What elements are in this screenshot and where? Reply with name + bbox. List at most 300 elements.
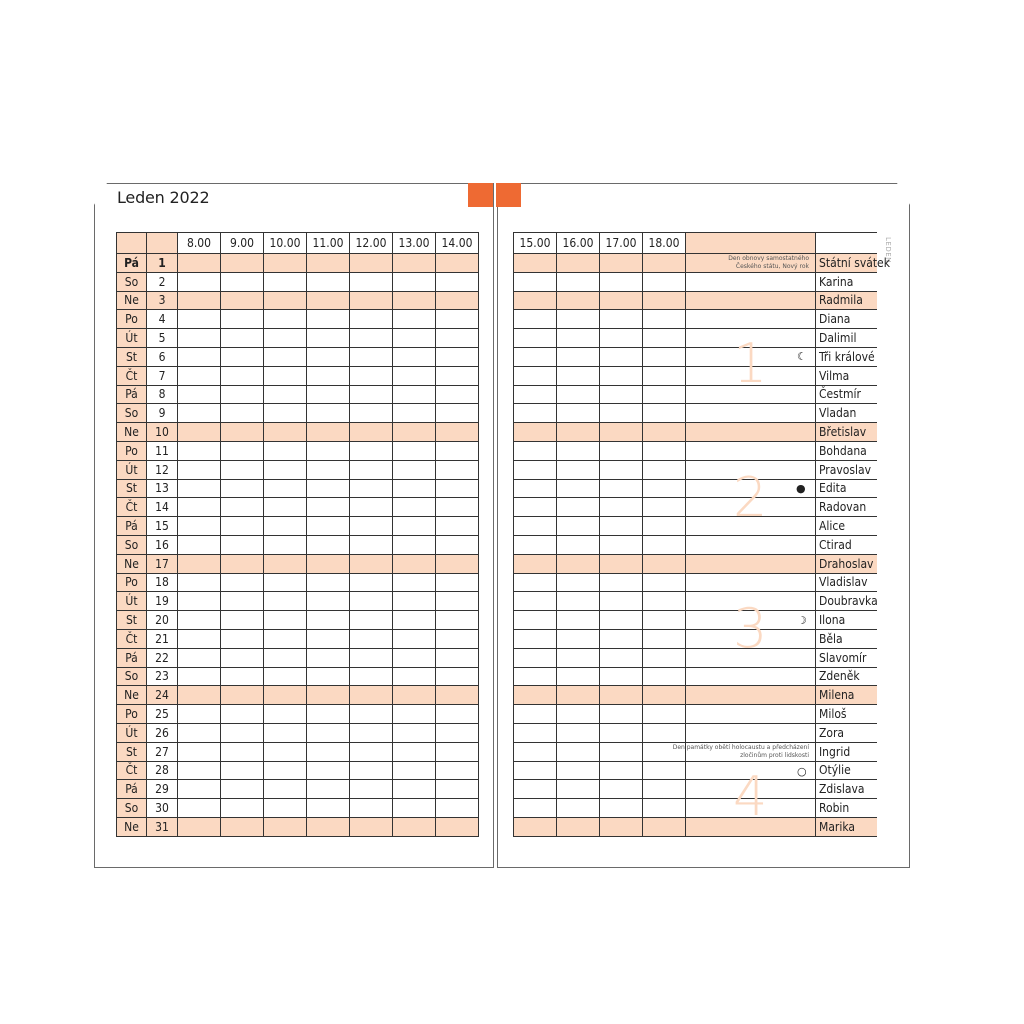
time-slot[interactable] bbox=[436, 329, 479, 348]
time-slot[interactable] bbox=[350, 686, 393, 705]
time-slot[interactable] bbox=[178, 668, 221, 687]
time-slot[interactable] bbox=[350, 630, 393, 649]
time-slot[interactable] bbox=[307, 329, 350, 348]
time-slot[interactable] bbox=[393, 705, 436, 724]
time-slot[interactable] bbox=[643, 762, 686, 781]
time-slot[interactable] bbox=[393, 367, 436, 386]
time-slot[interactable] bbox=[643, 517, 686, 536]
time-slot[interactable] bbox=[350, 329, 393, 348]
time-slot[interactable] bbox=[557, 254, 600, 273]
time-slot[interactable] bbox=[557, 724, 600, 743]
time-slot[interactable] bbox=[307, 592, 350, 611]
notes-cell[interactable] bbox=[686, 686, 816, 705]
time-slot[interactable] bbox=[600, 404, 643, 423]
time-slot[interactable] bbox=[350, 536, 393, 555]
time-slot[interactable] bbox=[600, 461, 643, 480]
time-slot[interactable] bbox=[643, 329, 686, 348]
time-slot[interactable] bbox=[350, 574, 393, 593]
time-slot[interactable] bbox=[221, 818, 264, 837]
time-slot[interactable] bbox=[436, 630, 479, 649]
time-slot[interactable] bbox=[350, 555, 393, 574]
time-slot[interactable] bbox=[264, 724, 307, 743]
time-slot[interactable] bbox=[436, 310, 479, 329]
time-slot[interactable] bbox=[643, 404, 686, 423]
time-slot[interactable] bbox=[393, 536, 436, 555]
time-slot[interactable] bbox=[643, 686, 686, 705]
time-slot[interactable] bbox=[221, 498, 264, 517]
time-slot[interactable] bbox=[436, 423, 479, 442]
time-slot[interactable] bbox=[514, 649, 557, 668]
time-slot[interactable] bbox=[307, 724, 350, 743]
time-slot[interactable] bbox=[393, 555, 436, 574]
time-slot[interactable] bbox=[514, 329, 557, 348]
time-slot[interactable] bbox=[514, 630, 557, 649]
time-slot[interactable] bbox=[393, 668, 436, 687]
time-slot[interactable] bbox=[178, 780, 221, 799]
time-slot[interactable] bbox=[436, 686, 479, 705]
time-slot[interactable] bbox=[393, 386, 436, 405]
time-slot[interactable] bbox=[600, 442, 643, 461]
time-slot[interactable] bbox=[436, 611, 479, 630]
time-slot[interactable] bbox=[436, 799, 479, 818]
time-slot[interactable] bbox=[643, 386, 686, 405]
time-slot[interactable] bbox=[393, 329, 436, 348]
time-slot[interactable] bbox=[350, 461, 393, 480]
time-slot[interactable] bbox=[307, 310, 350, 329]
time-slot[interactable] bbox=[514, 386, 557, 405]
time-slot[interactable] bbox=[514, 254, 557, 273]
time-slot[interactable] bbox=[307, 254, 350, 273]
time-slot[interactable] bbox=[221, 348, 264, 367]
time-slot[interactable] bbox=[350, 292, 393, 311]
notes-cell[interactable] bbox=[686, 668, 816, 687]
time-slot[interactable] bbox=[178, 592, 221, 611]
time-slot[interactable] bbox=[264, 442, 307, 461]
time-slot[interactable] bbox=[557, 743, 600, 762]
time-slot[interactable] bbox=[178, 649, 221, 668]
time-slot[interactable] bbox=[643, 461, 686, 480]
time-slot[interactable] bbox=[436, 461, 479, 480]
time-slot[interactable] bbox=[514, 461, 557, 480]
time-slot[interactable] bbox=[436, 254, 479, 273]
time-slot[interactable] bbox=[307, 762, 350, 781]
time-slot[interactable] bbox=[393, 517, 436, 536]
time-slot[interactable] bbox=[350, 348, 393, 367]
time-slot[interactable] bbox=[350, 762, 393, 781]
time-slot[interactable] bbox=[178, 404, 221, 423]
notes-cell[interactable] bbox=[686, 423, 816, 442]
time-slot[interactable] bbox=[643, 423, 686, 442]
notes-cell[interactable] bbox=[686, 724, 816, 743]
time-slot[interactable] bbox=[350, 818, 393, 837]
time-slot[interactable] bbox=[436, 555, 479, 574]
time-slot[interactable] bbox=[643, 442, 686, 461]
time-slot[interactable] bbox=[178, 498, 221, 517]
time-slot[interactable] bbox=[436, 292, 479, 311]
time-slot[interactable] bbox=[436, 762, 479, 781]
time-slot[interactable] bbox=[557, 705, 600, 724]
time-slot[interactable] bbox=[221, 686, 264, 705]
time-slot[interactable] bbox=[643, 592, 686, 611]
time-slot[interactable] bbox=[264, 668, 307, 687]
time-slot[interactable] bbox=[307, 498, 350, 517]
time-slot[interactable] bbox=[393, 611, 436, 630]
time-slot[interactable] bbox=[221, 555, 264, 574]
notes-cell[interactable] bbox=[686, 404, 816, 423]
time-slot[interactable] bbox=[600, 536, 643, 555]
time-slot[interactable] bbox=[307, 780, 350, 799]
time-slot[interactable] bbox=[264, 705, 307, 724]
time-slot[interactable] bbox=[393, 461, 436, 480]
time-slot[interactable] bbox=[264, 423, 307, 442]
time-slot[interactable] bbox=[393, 273, 436, 292]
time-slot[interactable] bbox=[307, 630, 350, 649]
time-slot[interactable] bbox=[307, 386, 350, 405]
time-slot[interactable] bbox=[350, 743, 393, 762]
time-slot[interactable] bbox=[221, 762, 264, 781]
time-slot[interactable] bbox=[393, 592, 436, 611]
time-slot[interactable] bbox=[600, 386, 643, 405]
time-slot[interactable] bbox=[643, 799, 686, 818]
time-slot[interactable] bbox=[600, 611, 643, 630]
time-slot[interactable] bbox=[514, 762, 557, 781]
time-slot[interactable] bbox=[264, 630, 307, 649]
time-slot[interactable] bbox=[643, 498, 686, 517]
time-slot[interactable] bbox=[178, 574, 221, 593]
time-slot[interactable] bbox=[436, 724, 479, 743]
time-slot[interactable] bbox=[178, 310, 221, 329]
time-slot[interactable] bbox=[514, 367, 557, 386]
time-slot[interactable] bbox=[643, 630, 686, 649]
time-slot[interactable] bbox=[350, 423, 393, 442]
time-slot[interactable] bbox=[514, 348, 557, 367]
time-slot[interactable] bbox=[643, 254, 686, 273]
time-slot[interactable] bbox=[643, 724, 686, 743]
time-slot[interactable] bbox=[178, 818, 221, 837]
time-slot[interactable] bbox=[264, 649, 307, 668]
time-slot[interactable] bbox=[350, 273, 393, 292]
time-slot[interactable] bbox=[514, 310, 557, 329]
time-slot[interactable] bbox=[307, 705, 350, 724]
time-slot[interactable] bbox=[350, 611, 393, 630]
time-slot[interactable] bbox=[600, 348, 643, 367]
time-slot[interactable] bbox=[393, 724, 436, 743]
time-slot[interactable] bbox=[350, 386, 393, 405]
time-slot[interactable] bbox=[436, 517, 479, 536]
time-slot[interactable] bbox=[264, 367, 307, 386]
time-slot[interactable] bbox=[643, 555, 686, 574]
time-slot[interactable] bbox=[557, 273, 600, 292]
time-slot[interactable] bbox=[307, 423, 350, 442]
time-slot[interactable] bbox=[600, 254, 643, 273]
time-slot[interactable] bbox=[350, 668, 393, 687]
time-slot[interactable] bbox=[557, 329, 600, 348]
time-slot[interactable] bbox=[178, 611, 221, 630]
time-slot[interactable] bbox=[178, 254, 221, 273]
time-slot[interactable] bbox=[557, 536, 600, 555]
time-slot[interactable] bbox=[436, 592, 479, 611]
time-slot[interactable] bbox=[557, 367, 600, 386]
time-slot[interactable] bbox=[307, 404, 350, 423]
time-slot[interactable] bbox=[514, 555, 557, 574]
time-slot[interactable] bbox=[643, 780, 686, 799]
time-slot[interactable] bbox=[221, 517, 264, 536]
time-slot[interactable] bbox=[307, 461, 350, 480]
notes-cell[interactable] bbox=[686, 555, 816, 574]
time-slot[interactable] bbox=[221, 668, 264, 687]
time-slot[interactable] bbox=[600, 668, 643, 687]
time-slot[interactable] bbox=[514, 799, 557, 818]
time-slot[interactable] bbox=[178, 799, 221, 818]
time-slot[interactable] bbox=[600, 649, 643, 668]
time-slot[interactable] bbox=[221, 480, 264, 499]
time-slot[interactable] bbox=[514, 404, 557, 423]
time-slot[interactable] bbox=[264, 273, 307, 292]
time-slot[interactable] bbox=[264, 329, 307, 348]
time-slot[interactable] bbox=[393, 630, 436, 649]
time-slot[interactable] bbox=[350, 254, 393, 273]
time-slot[interactable] bbox=[600, 630, 643, 649]
time-slot[interactable] bbox=[264, 799, 307, 818]
time-slot[interactable] bbox=[221, 592, 264, 611]
time-slot[interactable] bbox=[221, 367, 264, 386]
time-slot[interactable] bbox=[393, 574, 436, 593]
time-slot[interactable] bbox=[643, 649, 686, 668]
time-slot[interactable] bbox=[600, 498, 643, 517]
time-slot[interactable] bbox=[178, 273, 221, 292]
time-slot[interactable] bbox=[350, 404, 393, 423]
time-slot[interactable] bbox=[350, 780, 393, 799]
time-slot[interactable] bbox=[643, 818, 686, 837]
time-slot[interactable] bbox=[436, 818, 479, 837]
time-slot[interactable] bbox=[393, 254, 436, 273]
time-slot[interactable] bbox=[221, 254, 264, 273]
time-slot[interactable] bbox=[307, 480, 350, 499]
notes-cell[interactable] bbox=[686, 705, 816, 724]
time-slot[interactable] bbox=[436, 386, 479, 405]
time-slot[interactable] bbox=[264, 686, 307, 705]
time-slot[interactable] bbox=[514, 780, 557, 799]
time-slot[interactable] bbox=[221, 310, 264, 329]
time-slot[interactable] bbox=[600, 273, 643, 292]
time-slot[interactable] bbox=[600, 367, 643, 386]
time-slot[interactable] bbox=[178, 461, 221, 480]
time-slot[interactable] bbox=[436, 668, 479, 687]
time-slot[interactable] bbox=[221, 724, 264, 743]
time-slot[interactable] bbox=[307, 367, 350, 386]
time-slot[interactable] bbox=[436, 743, 479, 762]
time-slot[interactable] bbox=[307, 273, 350, 292]
time-slot[interactable] bbox=[557, 686, 600, 705]
time-slot[interactable] bbox=[436, 498, 479, 517]
time-slot[interactable] bbox=[264, 743, 307, 762]
time-slot[interactable] bbox=[178, 762, 221, 781]
time-slot[interactable] bbox=[350, 799, 393, 818]
time-slot[interactable] bbox=[178, 329, 221, 348]
time-slot[interactable] bbox=[600, 686, 643, 705]
time-slot[interactable] bbox=[221, 611, 264, 630]
time-slot[interactable] bbox=[436, 480, 479, 499]
time-slot[interactable] bbox=[178, 630, 221, 649]
time-slot[interactable] bbox=[514, 574, 557, 593]
notes-cell[interactable] bbox=[686, 292, 816, 311]
time-slot[interactable] bbox=[221, 649, 264, 668]
time-slot[interactable] bbox=[264, 348, 307, 367]
time-slot[interactable] bbox=[307, 743, 350, 762]
time-slot[interactable] bbox=[221, 574, 264, 593]
time-slot[interactable] bbox=[221, 423, 264, 442]
time-slot[interactable] bbox=[393, 423, 436, 442]
time-slot[interactable] bbox=[307, 536, 350, 555]
time-slot[interactable] bbox=[393, 686, 436, 705]
time-slot[interactable] bbox=[514, 705, 557, 724]
time-slot[interactable] bbox=[436, 705, 479, 724]
time-slot[interactable] bbox=[600, 724, 643, 743]
time-slot[interactable] bbox=[307, 555, 350, 574]
time-slot[interactable] bbox=[307, 799, 350, 818]
time-slot[interactable] bbox=[264, 592, 307, 611]
notes-cell[interactable] bbox=[686, 536, 816, 555]
time-slot[interactable] bbox=[221, 329, 264, 348]
time-slot[interactable] bbox=[264, 517, 307, 536]
time-slot[interactable] bbox=[436, 536, 479, 555]
time-slot[interactable] bbox=[600, 818, 643, 837]
time-slot[interactable] bbox=[178, 555, 221, 574]
time-slot[interactable] bbox=[264, 762, 307, 781]
time-slot[interactable] bbox=[514, 536, 557, 555]
time-slot[interactable] bbox=[514, 611, 557, 630]
time-slot[interactable] bbox=[643, 310, 686, 329]
time-slot[interactable] bbox=[557, 574, 600, 593]
time-slot[interactable] bbox=[221, 705, 264, 724]
time-slot[interactable] bbox=[557, 480, 600, 499]
time-slot[interactable] bbox=[643, 611, 686, 630]
time-slot[interactable] bbox=[600, 762, 643, 781]
time-slot[interactable] bbox=[221, 630, 264, 649]
time-slot[interactable] bbox=[393, 404, 436, 423]
time-slot[interactable] bbox=[393, 649, 436, 668]
time-slot[interactable] bbox=[350, 592, 393, 611]
time-slot[interactable] bbox=[436, 780, 479, 799]
time-slot[interactable] bbox=[350, 367, 393, 386]
time-slot[interactable] bbox=[264, 480, 307, 499]
time-slot[interactable] bbox=[436, 574, 479, 593]
time-slot[interactable] bbox=[264, 461, 307, 480]
time-slot[interactable] bbox=[600, 517, 643, 536]
time-slot[interactable] bbox=[600, 292, 643, 311]
time-slot[interactable] bbox=[307, 292, 350, 311]
time-slot[interactable] bbox=[643, 480, 686, 499]
time-slot[interactable] bbox=[643, 292, 686, 311]
time-slot[interactable] bbox=[221, 404, 264, 423]
time-slot[interactable] bbox=[557, 310, 600, 329]
time-slot[interactable] bbox=[264, 574, 307, 593]
time-slot[interactable] bbox=[393, 818, 436, 837]
time-slot[interactable] bbox=[557, 386, 600, 405]
time-slot[interactable] bbox=[557, 348, 600, 367]
time-slot[interactable] bbox=[514, 686, 557, 705]
time-slot[interactable] bbox=[436, 442, 479, 461]
time-slot[interactable] bbox=[307, 686, 350, 705]
time-slot[interactable] bbox=[600, 780, 643, 799]
time-slot[interactable] bbox=[557, 818, 600, 837]
time-slot[interactable] bbox=[221, 536, 264, 555]
time-slot[interactable] bbox=[600, 423, 643, 442]
bookmark-tab-right[interactable] bbox=[496, 183, 521, 207]
time-slot[interactable] bbox=[600, 574, 643, 593]
time-slot[interactable] bbox=[436, 273, 479, 292]
time-slot[interactable] bbox=[557, 292, 600, 311]
time-slot[interactable] bbox=[307, 574, 350, 593]
time-slot[interactable] bbox=[557, 630, 600, 649]
time-slot[interactable] bbox=[514, 743, 557, 762]
time-slot[interactable] bbox=[514, 517, 557, 536]
time-slot[interactable] bbox=[557, 799, 600, 818]
time-slot[interactable] bbox=[393, 799, 436, 818]
time-slot[interactable] bbox=[514, 292, 557, 311]
time-slot[interactable] bbox=[393, 780, 436, 799]
time-slot[interactable] bbox=[436, 348, 479, 367]
time-slot[interactable] bbox=[393, 498, 436, 517]
notes-cell[interactable] bbox=[686, 310, 816, 329]
time-slot[interactable] bbox=[221, 743, 264, 762]
time-slot[interactable] bbox=[600, 555, 643, 574]
time-slot[interactable] bbox=[221, 780, 264, 799]
time-slot[interactable] bbox=[350, 517, 393, 536]
time-slot[interactable] bbox=[178, 743, 221, 762]
time-slot[interactable] bbox=[307, 611, 350, 630]
time-slot[interactable] bbox=[264, 254, 307, 273]
time-slot[interactable] bbox=[557, 498, 600, 517]
time-slot[interactable] bbox=[393, 762, 436, 781]
time-slot[interactable] bbox=[393, 310, 436, 329]
time-slot[interactable] bbox=[307, 668, 350, 687]
time-slot[interactable] bbox=[178, 536, 221, 555]
time-slot[interactable] bbox=[264, 780, 307, 799]
time-slot[interactable] bbox=[643, 536, 686, 555]
time-slot[interactable] bbox=[307, 818, 350, 837]
time-slot[interactable] bbox=[178, 517, 221, 536]
time-slot[interactable] bbox=[307, 517, 350, 536]
time-slot[interactable] bbox=[557, 461, 600, 480]
time-slot[interactable] bbox=[557, 555, 600, 574]
time-slot[interactable] bbox=[514, 592, 557, 611]
time-slot[interactable] bbox=[436, 367, 479, 386]
time-slot[interactable] bbox=[600, 310, 643, 329]
time-slot[interactable] bbox=[557, 649, 600, 668]
time-slot[interactable] bbox=[264, 611, 307, 630]
time-slot[interactable] bbox=[600, 480, 643, 499]
time-slot[interactable] bbox=[178, 480, 221, 499]
time-slot[interactable] bbox=[350, 442, 393, 461]
time-slot[interactable] bbox=[514, 818, 557, 837]
bookmark-tab-left[interactable] bbox=[468, 183, 493, 207]
time-slot[interactable] bbox=[514, 668, 557, 687]
time-slot[interactable] bbox=[178, 686, 221, 705]
time-slot[interactable] bbox=[557, 668, 600, 687]
time-slot[interactable] bbox=[178, 348, 221, 367]
time-slot[interactable] bbox=[350, 480, 393, 499]
notes-cell[interactable] bbox=[686, 574, 816, 593]
time-slot[interactable] bbox=[393, 292, 436, 311]
time-slot[interactable] bbox=[393, 480, 436, 499]
time-slot[interactable] bbox=[178, 292, 221, 311]
time-slot[interactable] bbox=[264, 310, 307, 329]
time-slot[interactable] bbox=[557, 517, 600, 536]
time-slot[interactable] bbox=[643, 574, 686, 593]
time-slot[interactable] bbox=[178, 367, 221, 386]
time-slot[interactable] bbox=[350, 498, 393, 517]
